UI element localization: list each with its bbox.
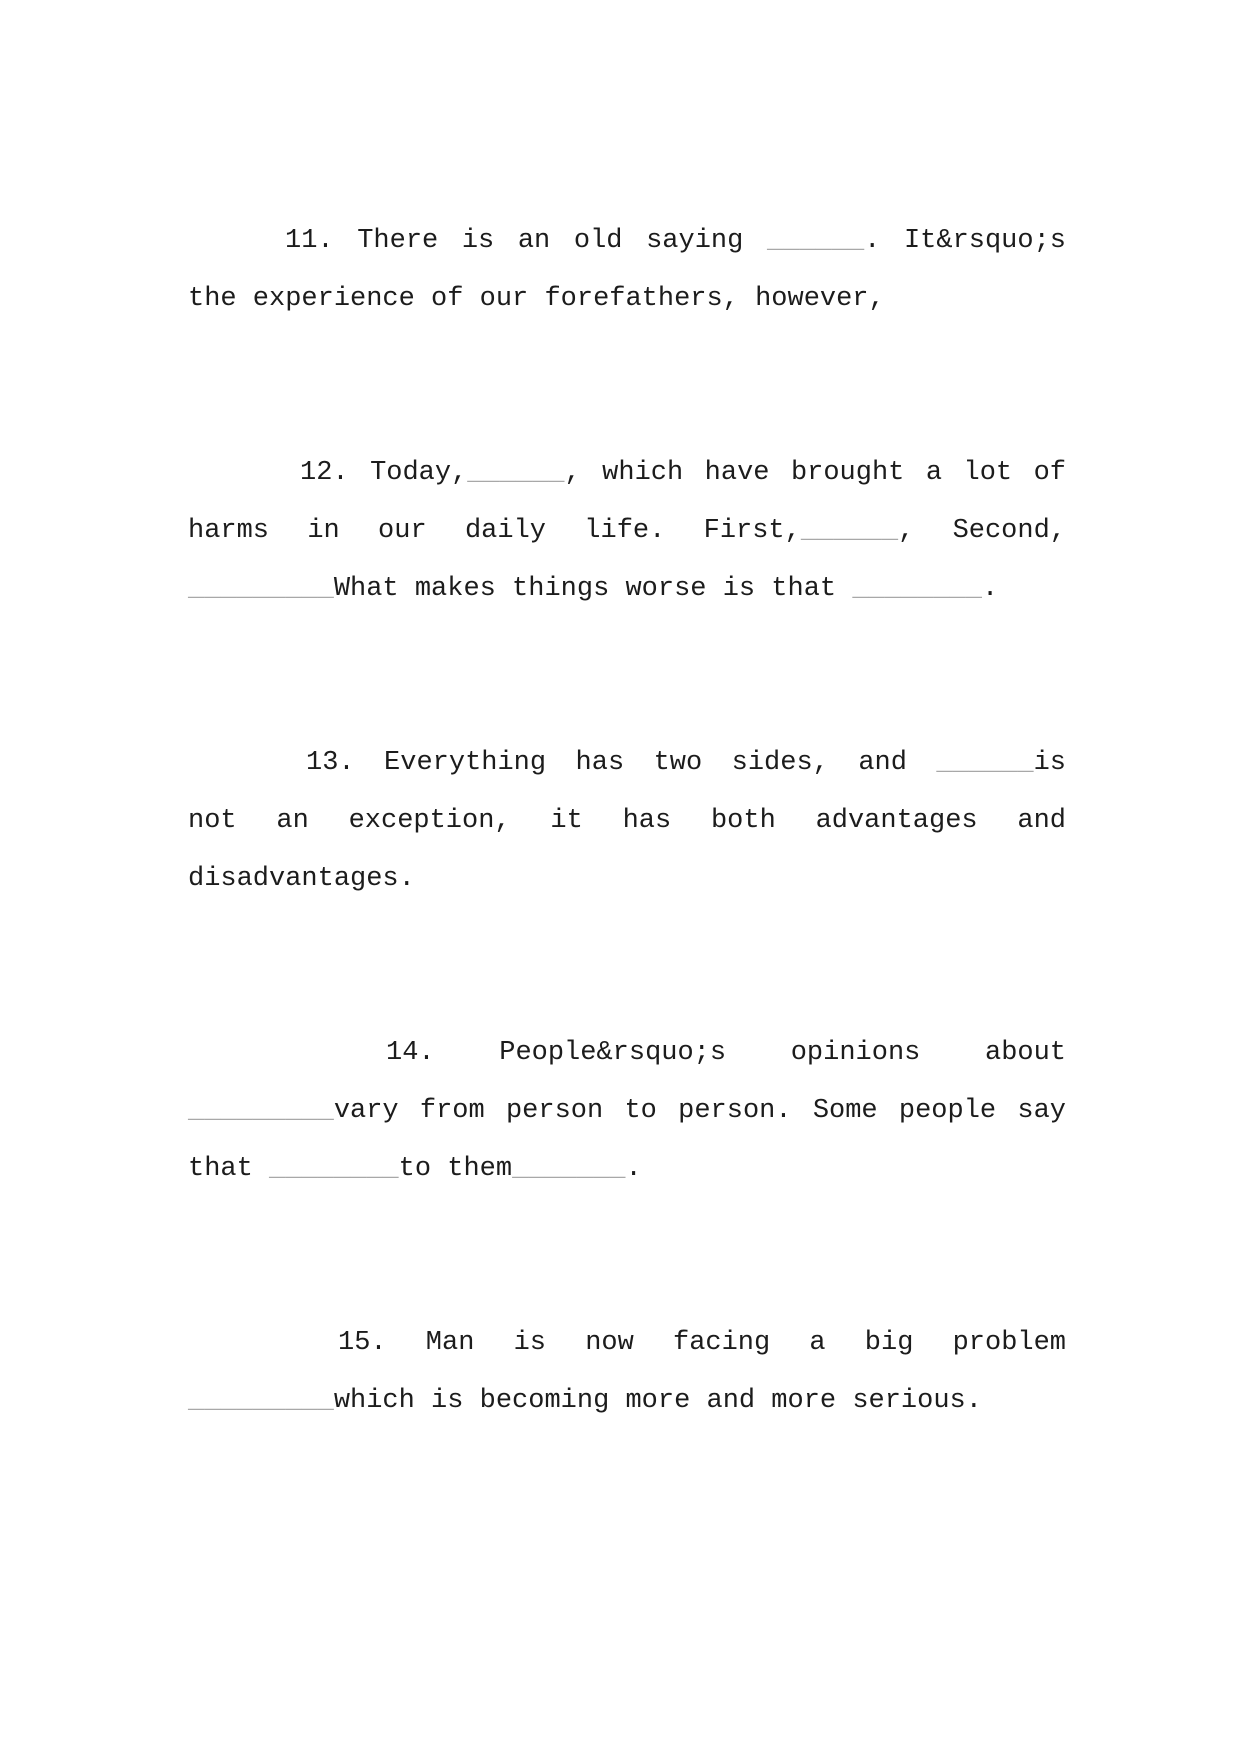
blank-underline: ______	[800, 516, 899, 546]
paragraph-12-line-1	[188, 444, 1066, 502]
text-segment: , which have brought a lot of	[564, 458, 1066, 488]
blank-underline: _________	[188, 1386, 334, 1416]
paragraph-15	[188, 1314, 1066, 1430]
blank-underline: _________	[188, 1096, 334, 1126]
paragraph-11-line-1	[188, 212, 1066, 270]
text-segment: to them	[398, 1154, 513, 1184]
paragraph-14-line-2	[188, 1082, 1066, 1140]
blank-underline: ________	[269, 1154, 399, 1184]
text-segment: 15. Man is now facing a big problem	[338, 1328, 1066, 1358]
paragraph-13	[188, 734, 1066, 908]
text-segment: 12. Today,	[300, 458, 468, 488]
text-segment: .	[625, 1154, 642, 1184]
paragraph-14	[188, 1024, 1066, 1198]
paragraph-14-line-1	[188, 1024, 1066, 1082]
text-segment: . It&rsquo;s	[864, 226, 1066, 256]
text-segment: What makes things worse is that	[333, 574, 853, 604]
text-segment: that	[188, 1154, 270, 1184]
paragraph-15-line-1	[188, 1314, 1066, 1372]
paragraph-11	[188, 212, 1066, 328]
text-segment: 14. People&rsquo;s opinions about	[386, 1038, 1066, 1068]
paragraph-12-line-2	[188, 502, 1066, 560]
text-segment: vary from person to person. Some people say	[333, 1096, 1066, 1126]
paragraph-13-line-2	[188, 792, 1066, 850]
blank-underline: ______	[936, 748, 1034, 778]
paragraph-14-line-3	[188, 1140, 1066, 1198]
blank-underline: _________	[188, 574, 334, 604]
paragraph-13-line-3	[188, 850, 1066, 908]
paragraph-12-line-3	[188, 560, 1066, 618]
text-segment: .	[981, 574, 999, 604]
text-segment: is	[1033, 748, 1066, 778]
text-segment: , Second,	[898, 516, 1066, 546]
text-segment: the experience of our forefathers, however,	[188, 284, 885, 314]
text-segment: disadvantages.	[188, 864, 415, 894]
text-segment: harms in our daily life. First,	[188, 516, 801, 546]
paragraph-15-line-2	[188, 1372, 1066, 1430]
paragraph-13-line-1	[188, 734, 1066, 792]
blank-underline: ______	[467, 458, 565, 488]
text-segment: 13. Everything has two sides, and	[306, 748, 937, 778]
text-segment: not an exception, it has both advantages and	[188, 806, 1066, 836]
blank-underline: _______	[512, 1154, 626, 1184]
blank-underline: ________	[852, 574, 982, 604]
text-segment: 11. There is an old saying	[285, 226, 767, 256]
paragraph-12	[188, 444, 1066, 618]
text-segment: which is becoming more and more serious.	[333, 1386, 982, 1416]
document-content	[188, 212, 1066, 1430]
blank-underline: ______	[766, 226, 865, 256]
paragraph-11-line-2	[188, 270, 1066, 328]
